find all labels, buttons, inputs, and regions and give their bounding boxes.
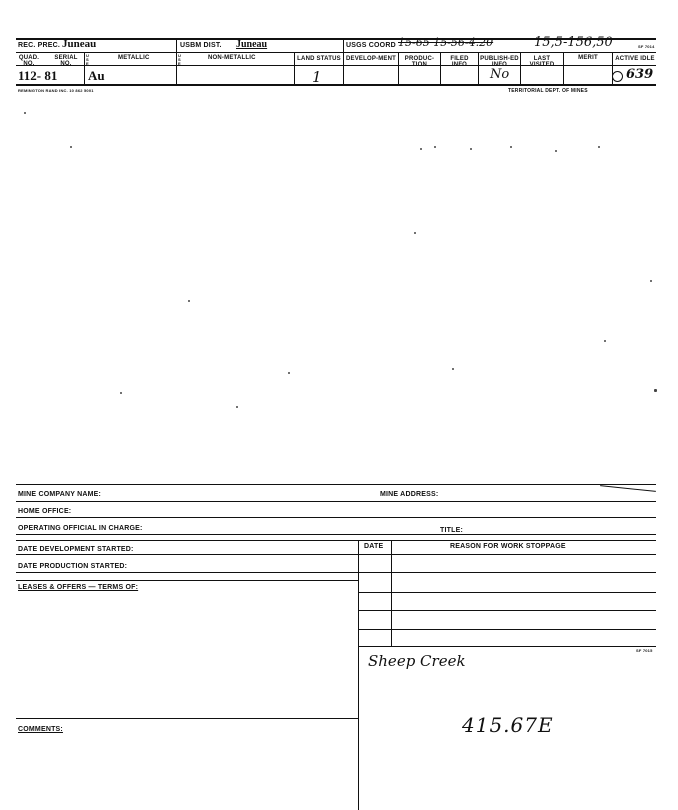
col-div-3 (294, 52, 295, 85)
operating-official-label: OPERATING OFFICIAL IN CHARGE: (18, 525, 143, 532)
col-land-status: LAND STATUS (297, 56, 341, 62)
col-div-4 (343, 52, 344, 85)
col-serial-no: SERIAL NO. (54, 55, 78, 67)
date-production-label: DATE PRODUCTION STARTED: (18, 563, 128, 570)
active-idle-value: 639 (626, 67, 654, 82)
mine-address-label: MINE ADDRESS: (380, 491, 439, 498)
header-rule-2 (16, 52, 656, 53)
title-label: TITLE: (440, 527, 463, 534)
comments-label: COMMENTS: (18, 726, 63, 733)
form-rule-4 (16, 554, 656, 555)
quad-serial-value: 112- 81 (18, 68, 58, 83)
form-code-top: SF 7014 (638, 44, 655, 49)
col-div-6 (440, 52, 441, 85)
col-filed-info: FILED INFO (450, 56, 469, 68)
home-office-label: HOME OFFICE: (18, 508, 72, 515)
form-rule-6 (16, 580, 358, 581)
usgs-coord-label: USGS COORD (346, 42, 396, 49)
col-div-2 (176, 52, 177, 85)
date-development-label: DATE DEVELOPMENT STARTED: (18, 546, 134, 553)
form-rule-3 (16, 534, 656, 535)
col-merit: MERIT (578, 55, 598, 61)
form-rule-10 (358, 646, 656, 647)
form-code-bottom: SF 7015 (636, 648, 653, 653)
printer-line: REMINGTON RAND INC. 10 862 5001 (18, 88, 94, 93)
land-status-value: 1 (312, 68, 322, 86)
col-last-visited: LAST VISITED (529, 56, 555, 68)
header-divider-b (343, 38, 344, 52)
agency-line: TERRITORIAL DEPT. OF MINES (508, 88, 588, 94)
reason-col-label: REASON FOR WORK STOPPAGE (450, 543, 566, 550)
usbm-dist-value: Juneau (236, 39, 268, 50)
header-rule-bottom (16, 84, 656, 86)
date-col-label: DATE (364, 543, 384, 550)
form-rule-5 (16, 572, 656, 573)
col-production: PRODUC-TION (404, 56, 435, 68)
col-non-metallic: NON-METALLIC (208, 55, 256, 61)
usgs-coord-struck: 15-65 15-56-4.20 (398, 36, 494, 49)
col-div-8 (520, 52, 521, 85)
form-rule-2 (16, 517, 656, 518)
handwritten-number: 415.67E (462, 713, 554, 737)
mine-company-name-label: MINE COMPANY NAME: (18, 491, 102, 498)
form-rule-7 (358, 592, 656, 593)
form-rule-1 (16, 501, 656, 502)
rec-prec-value: Juneau (62, 38, 97, 50)
usbm-dist-label: USBM DIST. (180, 42, 222, 49)
col-use-2: U S E (178, 53, 182, 66)
date-col-divider (391, 540, 392, 646)
leases-label: LEASES & OFFERS — TERMS OF: (18, 584, 139, 591)
col-div-7 (478, 52, 479, 85)
rec-prec-label: REC. PREC. (18, 42, 61, 49)
active-idle-circle (612, 71, 623, 82)
col-div-9 (563, 52, 564, 85)
col-div-1 (84, 52, 85, 85)
usgs-coord-value: 15,5-156,50 (534, 35, 613, 50)
form-scribble-mark (600, 485, 656, 492)
header-divider-a (176, 38, 177, 52)
form-rule-comments (16, 718, 358, 719)
col-published-info: PUBLISH-ED INFO (480, 56, 519, 68)
handwritten-location: Sheep Creek (368, 652, 466, 670)
col-quad-no: QUAD. NO. (18, 55, 40, 67)
form-rule-8 (358, 610, 656, 611)
col-div-5 (398, 52, 399, 85)
col-development: DEVELOP-MENT (345, 56, 397, 62)
form-rule-3b (16, 540, 656, 541)
col-use-1: U S E (86, 53, 90, 66)
col-active-idle: ACTIVE IDLE (615, 56, 655, 62)
col-metallic: METALLIC (118, 55, 150, 61)
form-rule-top (16, 484, 656, 485)
form-center-divider (358, 540, 359, 810)
metallic-code-value: Au (88, 68, 105, 83)
published-info-value: No (490, 67, 510, 82)
form-rule-9 (358, 629, 656, 630)
